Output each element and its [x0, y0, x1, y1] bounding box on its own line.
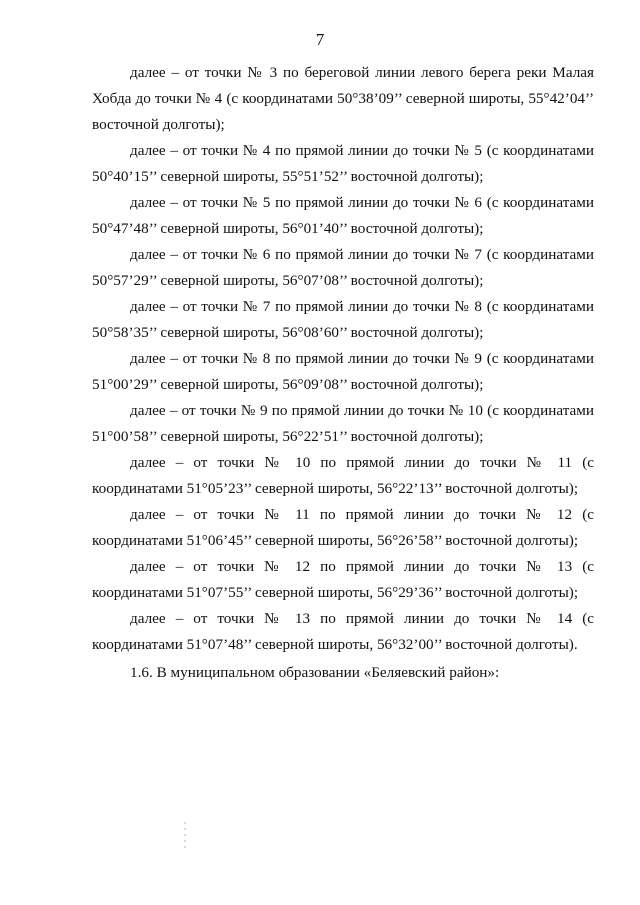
paragraph-point-13: далее – от точки № 13 по прямой линии до точки № 14 (с координатами 51°07’48’’ северной широты, 56°32’00’’ восточной долготы). — [92, 610, 594, 653]
paragraph-point-7: далее – от точки № 7 по прямой линии до точки № 8 (с координатами 50°58’35’’ северной широты, 56°08’60’’ восточной долготы); — [92, 298, 594, 341]
scan-artifact-dots — [184, 822, 186, 852]
paragraph-point-8: далее – от точки № 8 по прямой линии до точки № 9 (с координатами 51°00’29’’ северной широты, 56°09’08’’ восточной долготы); — [92, 350, 594, 393]
paragraph-point-9: далее – от точки № 9 по прямой линии до точки № 10 (с координатами 51°00’58’’ северной широты, 56°22’51’’ восточной долготы); — [92, 402, 594, 445]
paragraph-point-4: далее – от точки № 4 по прямой линии до точки № 5 (с координатами 50°40’15’’ северной широты, 55°51’52’’ восточной долготы); — [92, 142, 594, 185]
paragraph-point-11: далее – от точки № 11 по прямой линии до точки № 12 (с координатами 51°06’45’’ северной широты, 56°26’58’’ восточной долготы); — [92, 506, 594, 549]
page-number: 7 — [315, 30, 325, 49]
paragraph-point-3: далее – от точки № 3 по береговой линии левого берега реки Малая Хобда до точки № 4 (с координатами 50°38’09’’ северной широты, 55°42’04’’ восточной долготы); — [92, 64, 594, 133]
document-body — [92, 60, 594, 686]
paragraph-point-10: далее – от точки № 10 по прямой линии до точки № 11 (с координатами 51°05’23’’ северной широты, 56°22’13’’ восточной долготы); — [92, 454, 594, 497]
section-heading: 1.6. В муниципальном образовании «Беляевский район»: — [130, 664, 500, 681]
paragraph-point-6: далее – от точки № 6 по прямой линии до точки № 7 (с координатами 50°57’29’’ северной широты, 56°07’08’’ восточной долготы); — [92, 246, 594, 289]
paragraph-point-5: далее – от точки № 5 по прямой линии до точки № 6 (с координатами 50°47’48’’ северной широты, 56°01’40’’ восточной долготы); — [92, 194, 594, 237]
paragraph-point-12: далее – от точки № 12 по прямой линии до точки № 13 (с координатами 51°07’55’’ северной широты, 56°29’36’’ восточной долготы); — [92, 558, 594, 601]
